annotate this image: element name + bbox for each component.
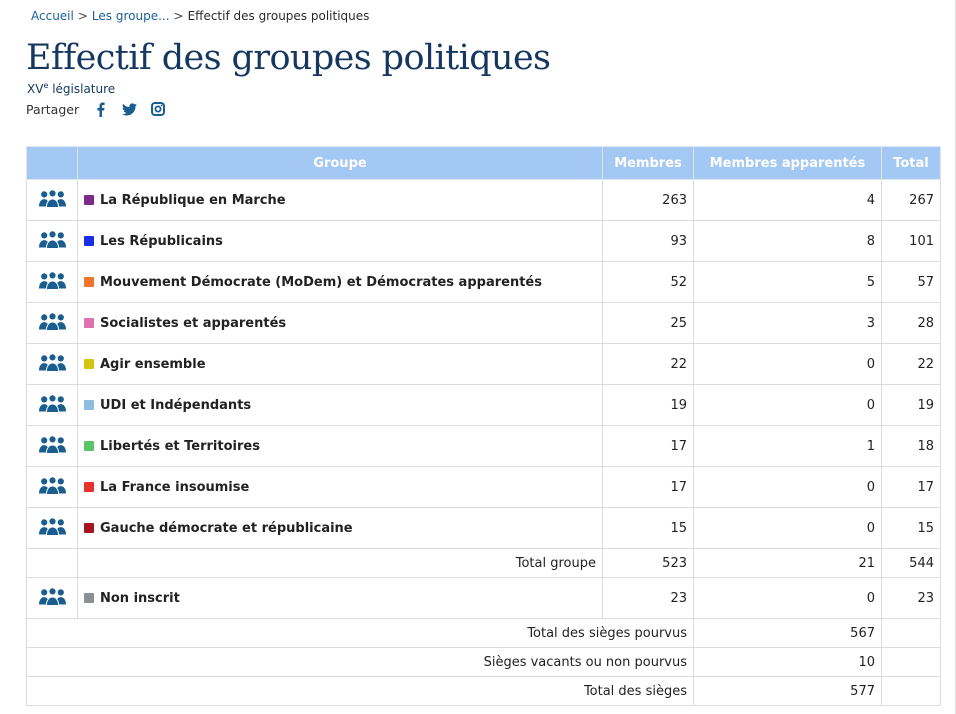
total-count: 15 xyxy=(882,508,941,549)
breadcrumb-separator: > xyxy=(173,9,184,23)
related-count: 5 xyxy=(694,262,882,303)
group-row[interactable] xyxy=(27,508,941,549)
group-members-icon[interactable] xyxy=(27,467,78,508)
table-header-row xyxy=(27,147,941,180)
total-count: 57 xyxy=(882,262,941,303)
group-members-icon[interactable] xyxy=(27,426,78,467)
group-members-icon[interactable] xyxy=(27,578,78,619)
instagram-icon[interactable] xyxy=(150,101,166,117)
total-count: 28 xyxy=(882,303,941,344)
header-members[interactable]: Membres xyxy=(603,147,694,180)
group-name[interactable]: Agir ensemble xyxy=(100,356,206,372)
related-count: 0 xyxy=(694,467,882,508)
twitter-icon[interactable] xyxy=(121,101,137,117)
group-members-icon[interactable] xyxy=(27,262,78,303)
group-color-swatch xyxy=(84,318,94,328)
page-title: Effectif des groupes politiques xyxy=(26,38,551,78)
seats-summary-row xyxy=(27,677,941,706)
group-name-cell[interactable] xyxy=(78,344,603,385)
group-row[interactable] xyxy=(27,221,941,262)
facebook-icon[interactable] xyxy=(92,101,108,117)
members-count: 25 xyxy=(603,303,694,344)
group-color-swatch xyxy=(84,277,94,287)
members-count: 52 xyxy=(603,262,694,303)
members-count: 263 xyxy=(603,180,694,221)
group-total-label: Total groupe xyxy=(78,549,603,578)
group-members-icon[interactable] xyxy=(27,303,78,344)
seats-summary-row xyxy=(27,619,941,648)
legislature-number: XV xyxy=(27,82,44,96)
total-count: 18 xyxy=(882,426,941,467)
group-color-swatch xyxy=(84,482,94,492)
group-color-swatch xyxy=(84,593,94,603)
header-total[interactable]: Total xyxy=(882,147,941,180)
group-color-swatch xyxy=(84,523,94,533)
group-name[interactable]: Non inscrit xyxy=(100,590,180,606)
members-count: 93 xyxy=(603,221,694,262)
group-row[interactable] xyxy=(27,344,941,385)
members-count: 19 xyxy=(603,385,694,426)
seats-summary-label: Total des sièges xyxy=(27,677,694,706)
related-count: 0 xyxy=(694,578,882,619)
group-members-icon[interactable] xyxy=(27,508,78,549)
legislature-superscript: e xyxy=(43,81,49,90)
members-count: 15 xyxy=(603,508,694,549)
total-count: 267 xyxy=(882,180,941,221)
members-count: 17 xyxy=(603,467,694,508)
members-count: 17 xyxy=(603,426,694,467)
group-color-swatch xyxy=(84,359,94,369)
total-count: 19 xyxy=(882,385,941,426)
group-color-swatch xyxy=(84,195,94,205)
group-name[interactable]: Les Républicains xyxy=(100,233,223,249)
group-row[interactable] xyxy=(27,303,941,344)
group-name[interactable]: La République en Marche xyxy=(100,192,286,208)
breadcrumb xyxy=(31,9,369,23)
header-related-members[interactable]: Membres apparentés xyxy=(694,147,882,180)
seats-summary-value: 10 xyxy=(694,648,882,677)
empty-cell xyxy=(882,648,941,677)
members-count: 22 xyxy=(603,344,694,385)
group-total-row xyxy=(27,549,941,578)
group-name-cell[interactable] xyxy=(78,262,603,303)
legislature-text: législature xyxy=(52,82,116,96)
group-members-icon[interactable] xyxy=(27,180,78,221)
seats-summary-value: 577 xyxy=(694,677,882,706)
group-total-related: 21 xyxy=(694,549,882,578)
breadcrumb-current: Effectif des groupes politiques xyxy=(187,9,370,23)
group-name[interactable]: Gauche démocrate et républicaine xyxy=(100,520,353,536)
group-members-icon[interactable] xyxy=(27,385,78,426)
group-row[interactable] xyxy=(27,180,941,221)
group-row[interactable] xyxy=(27,385,941,426)
group-name[interactable]: Mouvement Démocrate (MoDem) et Démocrates apparentés xyxy=(100,274,542,290)
related-count: 8 xyxy=(694,221,882,262)
header-icon-column xyxy=(27,147,78,180)
group-name-cell[interactable] xyxy=(78,508,603,549)
group-color-swatch xyxy=(84,400,94,410)
related-count: 0 xyxy=(694,508,882,549)
seats-summary-value: 567 xyxy=(694,619,882,648)
related-count: 3 xyxy=(694,303,882,344)
group-name-cell[interactable] xyxy=(78,303,603,344)
breadcrumb-separator: > xyxy=(77,9,88,23)
groups-table xyxy=(26,146,941,706)
seats-summary-row xyxy=(27,648,941,677)
group-color-swatch xyxy=(84,236,94,246)
group-name[interactable]: Libertés et Territoires xyxy=(100,438,260,454)
group-name[interactable]: La France insoumise xyxy=(100,479,250,495)
empty-cell xyxy=(27,549,78,578)
breadcrumb-parent-link[interactable]: Les groupe... xyxy=(91,9,170,23)
breadcrumb-home-link[interactable]: Accueil xyxy=(31,9,74,23)
total-count: 23 xyxy=(882,578,941,619)
group-name-cell[interactable] xyxy=(78,221,603,262)
share-label: Partager xyxy=(26,101,80,117)
members-count: 23 xyxy=(603,578,694,619)
group-name[interactable]: UDI et Indépendants xyxy=(100,397,252,413)
header-group[interactable]: Groupe xyxy=(78,147,603,180)
group-row[interactable] xyxy=(27,467,941,508)
total-count: 101 xyxy=(882,221,941,262)
total-count: 17 xyxy=(882,467,941,508)
group-name-cell[interactable] xyxy=(78,426,603,467)
group-name[interactable]: Socialistes et apparentés xyxy=(100,315,287,331)
group-name-cell[interactable] xyxy=(78,578,603,619)
group-members-icon[interactable] xyxy=(27,221,78,262)
non-inscrit-row[interactable] xyxy=(27,578,941,619)
groups-table-body xyxy=(27,180,941,706)
related-count: 0 xyxy=(694,344,882,385)
group-color-swatch xyxy=(84,441,94,451)
total-count: 22 xyxy=(882,344,941,385)
legislature-subtitle xyxy=(27,81,115,96)
group-members-icon[interactable] xyxy=(27,344,78,385)
empty-cell xyxy=(882,677,941,706)
empty-cell xyxy=(882,619,941,648)
share-bar xyxy=(26,101,166,117)
group-name-cell[interactable] xyxy=(78,385,603,426)
seats-summary-label: Total des sièges pourvus xyxy=(27,619,694,648)
related-count: 1 xyxy=(694,426,882,467)
group-row[interactable] xyxy=(27,426,941,467)
group-total-members: 523 xyxy=(603,549,694,578)
related-count: 0 xyxy=(694,385,882,426)
group-name-cell[interactable] xyxy=(78,467,603,508)
group-total-total: 544 xyxy=(882,549,941,578)
seats-summary-label: Sièges vacants ou non pourvus xyxy=(27,648,694,677)
group-row[interactable] xyxy=(27,262,941,303)
related-count: 4 xyxy=(694,180,882,221)
group-name-cell[interactable] xyxy=(78,180,603,221)
